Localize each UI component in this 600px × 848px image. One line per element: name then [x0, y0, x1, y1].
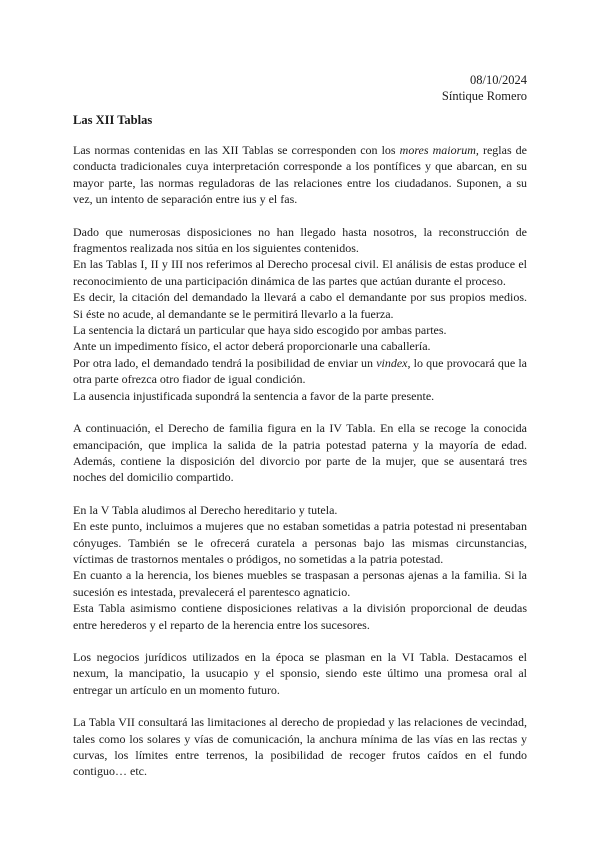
text-line: entregar un artículo en un momento futuro.	[73, 682, 280, 697]
text-line: Además, contiene la disposición del divorcio por parte de la mujer, que se ausentará tres	[73, 453, 527, 468]
text-line: En la V Tabla aludimos al Derecho hereditario y tutela.	[73, 502, 338, 517]
text-line: Los negocios jurídicos utilizados en la época se plasman en la VI Tabla. Destacamos el	[73, 649, 527, 664]
text-line: noches del domicilio compartido.	[73, 470, 234, 485]
paragraph-negocios	[73, 649, 527, 698]
text-line: mayor parte, las normas reguladoras de las relaciones entre los ciudadanos. Suponen, a su	[73, 175, 527, 190]
text-line: vez, un intento de separación entre ius y el fas.	[73, 192, 298, 207]
text-line: A continuación, el Derecho de familia figura en la IV Tabla. En ella se recoge la conocida	[73, 421, 527, 436]
paragraph-familia	[73, 420, 527, 486]
author-name: Síntique Romero	[441, 89, 527, 103]
document-title: Las XII Tablas	[73, 113, 153, 127]
paragraph-intro	[73, 142, 527, 208]
text-line: En las Tablas I, II y III nos referimos al Derecho procesal civil. El análisis de estas produce el	[73, 257, 527, 272]
paragraph-group-procesal	[73, 224, 527, 404]
text-line: conducta tradicionales cuya interpretación corresponde a los pontífices y que abarcan, en su	[73, 159, 527, 174]
text-line: Dado que numerosas disposiciones no han llegado hasta nosotros, la reconstrucción de	[73, 224, 527, 239]
paragraph-group-hereditario	[73, 502, 527, 633]
text-line: En este punto, incluimos a mujeres que no estaban sometidas a patria potestad ni presentaban	[73, 519, 527, 534]
text-line: fragmentos realizada nos sitúa en los siguientes contenidos.	[73, 241, 359, 256]
text-line: tales como los solares y vías de comunicación, la anchura mínima de las vías en las rectas y	[73, 731, 527, 746]
text-line: Por otra lado, el demandado tendrá la posibilidad de enviar un vindex, lo que provocará que la	[73, 355, 527, 370]
text-line: La Tabla VII consultará las limitaciones al derecho de propiedad y las relaciones de vecindad,	[73, 715, 527, 730]
text-line: cónyuges. También se le ofrecerá curatela a personas bajo las mismas circunstancias,	[73, 535, 527, 550]
text-line: Las normas contenidas en las XII Tablas se corresponden con los mores maiorum, reglas de	[73, 143, 527, 157]
text-line: sucesión es intestada, prevalecerá el parentesco agnaticio.	[73, 584, 351, 599]
text-line: emancipación, que implica la salida de la patria potestad paterna y la mayoría de edad.	[73, 437, 527, 452]
text-line: La ausencia injustificada supondrá la sentencia a favor de la parte presente.	[73, 388, 435, 403]
text-line: víctimas de trastornos mentales o pródigos, no sometidas a la patria potestad.	[73, 551, 444, 566]
text-line: Es decir, la citación del demandado la llevará a cabo el demandante por sus propios medios.	[73, 290, 527, 305]
text-line: contiguo… etc.	[73, 764, 147, 779]
text-line: curvas, los límites entre terrenos, la posibilidad de recoger frutos caídos en el fundo	[73, 748, 527, 762]
document-header	[73, 72, 527, 104]
text-line: Ante un impedimento físico, el actor deberá proporcionarle una caballería.	[73, 339, 431, 354]
text-line: En cuanto a la herencia, los bienes muebles se traspasan a personas ajenas a la familia. Si la	[73, 568, 527, 583]
text-line: reconocimiento de una participación dinámica de las partes que actúan durante el proceso.	[73, 273, 506, 288]
text-line: Si éste no acude, al demandante se le permitirá llevarlo a la fuerza.	[73, 306, 394, 321]
text-line: otra parte ofrezca otro fiador de igual condición.	[73, 372, 306, 387]
latin-term: vindex,	[376, 355, 411, 370]
paragraph-propiedad	[73, 714, 527, 780]
date-text: 08/10/2024	[470, 73, 527, 87]
text-line: La sentencia la dictará un particular que haya sido escogido por ambas partes.	[73, 323, 447, 338]
text-line: nexum, la mancipatio, la usucapio y el sponsio, siendo este último una promesa oral al	[73, 666, 527, 681]
latin-term: mores maiorum,	[399, 143, 479, 157]
text-line: Esta Tabla asimismo contiene disposiciones relativas a la división proporcional de deudas	[73, 601, 527, 616]
text-line: entre herederos y el reparto de la herencia entre los sucesores.	[73, 617, 370, 632]
